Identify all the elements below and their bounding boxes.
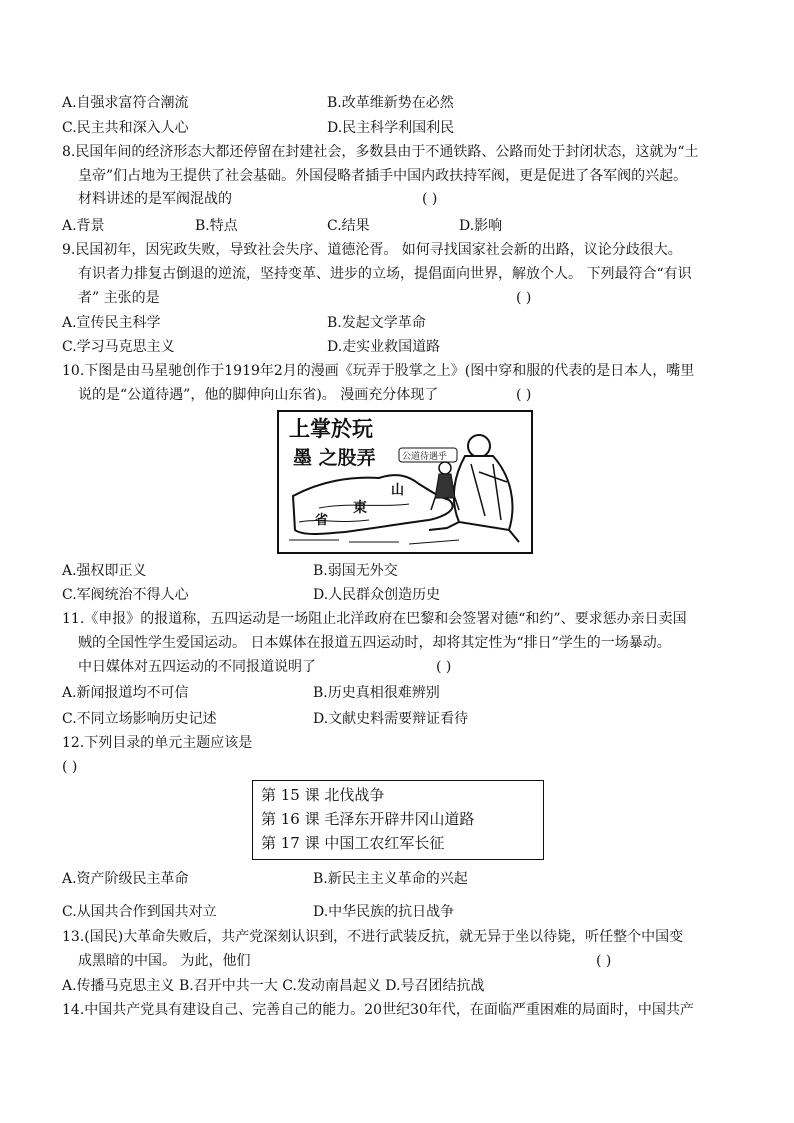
q7-option-b: B.改革维新势在必然	[327, 95, 454, 111]
toc-lesson-15: 第 15 课 北伐战争	[261, 786, 385, 804]
q9-stem-line1: 9.民国初年，因宪政失败，导致社会失序、道德沦胥。 如何寻找国家社会新的出路，议论分歧很大。	[62, 242, 682, 258]
q8-option-d: D.影响	[459, 218, 503, 234]
q12-option-b: B.新民主主义革命的兴起	[313, 871, 468, 887]
q8-stem-line1: 8.民国年间的经济形态大都还停留在封建社会，多数县由于不通铁路、公路而处于封闭状态，这就为“土	[62, 144, 699, 160]
q10-cartoon-image	[277, 410, 533, 554]
q10-option-b: B.弱国无外交	[313, 563, 398, 579]
q10-stem-line1: 10.下图是由马星驰创作于1919年2月的漫画《玩弄于股掌之上》(图中穿和服的代表的是日本人，嘴里	[62, 363, 695, 379]
q13-answer-paren: ( )	[596, 953, 612, 969]
q11-option-d: D.文献史料需要辩证看待	[313, 711, 469, 727]
q12-option-d: D.中华民族的抗日战争	[313, 904, 455, 920]
q7-option-a: A.自强求富符合潮流	[62, 95, 189, 111]
q11-option-a: A.新闻报道均不可信	[62, 685, 189, 701]
q8-option-a: A.背景	[62, 218, 105, 234]
map-label-dong: 東	[353, 500, 367, 516]
q9-answer-paren: ( )	[516, 290, 532, 306]
q10-option-d: D.人民群众创造历史	[313, 587, 441, 603]
q10-answer-paren: ( )	[516, 387, 532, 403]
q13-stem-line1: 13.(国民)大革命失败后，共产党深刻认识到，不进行武装反抗，就无异于坐以待毙，听任整个中国变	[62, 929, 684, 945]
q8-option-c: C.结果	[327, 218, 370, 234]
lesson-table-of-contents	[252, 780, 544, 860]
q11-option-b: B.历史真相很难辨别	[313, 685, 440, 701]
q7-option-d: D.民主科学利国利民	[327, 120, 455, 136]
q9-option-c: C.学习马克思主义	[62, 339, 175, 355]
q12-stem-line1: 12.下列目录的单元主题应该是	[62, 735, 253, 751]
q10-option-a: A.强权即正义	[62, 563, 147, 579]
q12-option-c: C.从国共合作到国共对立	[62, 904, 217, 920]
map-label-sheng: 省	[315, 513, 329, 528]
q9-option-a: A.宣传民主科学	[62, 315, 161, 331]
q10-option-c: C.军阀统治不得人心	[62, 587, 189, 603]
q11-option-c: C.不同立场影响历史记述	[62, 711, 217, 727]
q13-options: A.传播马克思主义 B.召开中共一大 C.发动南昌起义 D.号召团结抗战	[62, 978, 485, 994]
q12-answer-paren: ( )	[62, 759, 78, 775]
q11-answer-paren: ( )	[436, 659, 452, 675]
map-label-shan: 山	[391, 483, 405, 498]
q8-answer-paren: ( )	[422, 191, 438, 207]
q8-option-b: B.特点	[195, 218, 238, 234]
q9-stem-line3: 者” 主张的是	[78, 290, 160, 306]
sea-hatching	[289, 540, 459, 544]
cartoon-title-line2: 墨 之股弄	[293, 447, 376, 469]
toc-lesson-17: 第 17 课 中国工农红军长征	[261, 834, 445, 852]
q7-option-c: C.民主共和深入人心	[62, 120, 189, 136]
q9-option-b: B.发起文学革命	[327, 315, 426, 331]
q9-option-d: D.走实业救国道路	[327, 339, 441, 355]
q8-stem-line2: 皇帝”们占地为王提供了社会基础。外国侵略者插手中国内政扶持军阀，更是促进了各军阀的兴起。	[78, 168, 688, 184]
q12-option-a: A.资产阶级民主革命	[62, 871, 189, 887]
q11-stem-line1: 11.《申报》的报道称，五四运动是一场阻止北洋政府在巴黎和会签署对德“和约”、要求惩办亲日卖国	[62, 611, 687, 627]
cartoon-drawing	[279, 412, 531, 552]
cartoon-title-line1: 上掌於玩	[289, 416, 373, 441]
q14-stem-line1: 14.中国共产党具有建设自己、完善自己的能力。20世纪30年代，在面临严重困难的局面时，中国共产	[62, 1002, 694, 1018]
q8-stem-line3: 材料讲述的是军阀混战的	[78, 191, 232, 207]
q11-stem-line2: 贼的全国性学生爱国运动。 日本媒体在报道五四运动时，却将其定性为“排日”学生的一场暴动。	[78, 635, 671, 651]
toc-lesson-16: 第 16 课 毛泽东开辟井冈山道路	[261, 810, 475, 828]
q11-stem-line3: 中日媒体对五四运动的不同报道说明了	[78, 659, 316, 675]
q10-stem-line2: 说的是“公道待遇”，他的脚伸向山东省)。 漫画充分体现了	[78, 387, 439, 403]
q13-stem-line2: 成黑暗的中国。 为此，他们	[78, 953, 251, 969]
q9-stem-line2: 有识者力排复古倒退的逆流，坚持变革、进步的立场，提倡面向世界，解放个人。 下列最符合“有识	[78, 266, 692, 282]
speech-bubble-text: 公道待遇乎	[402, 452, 448, 462]
